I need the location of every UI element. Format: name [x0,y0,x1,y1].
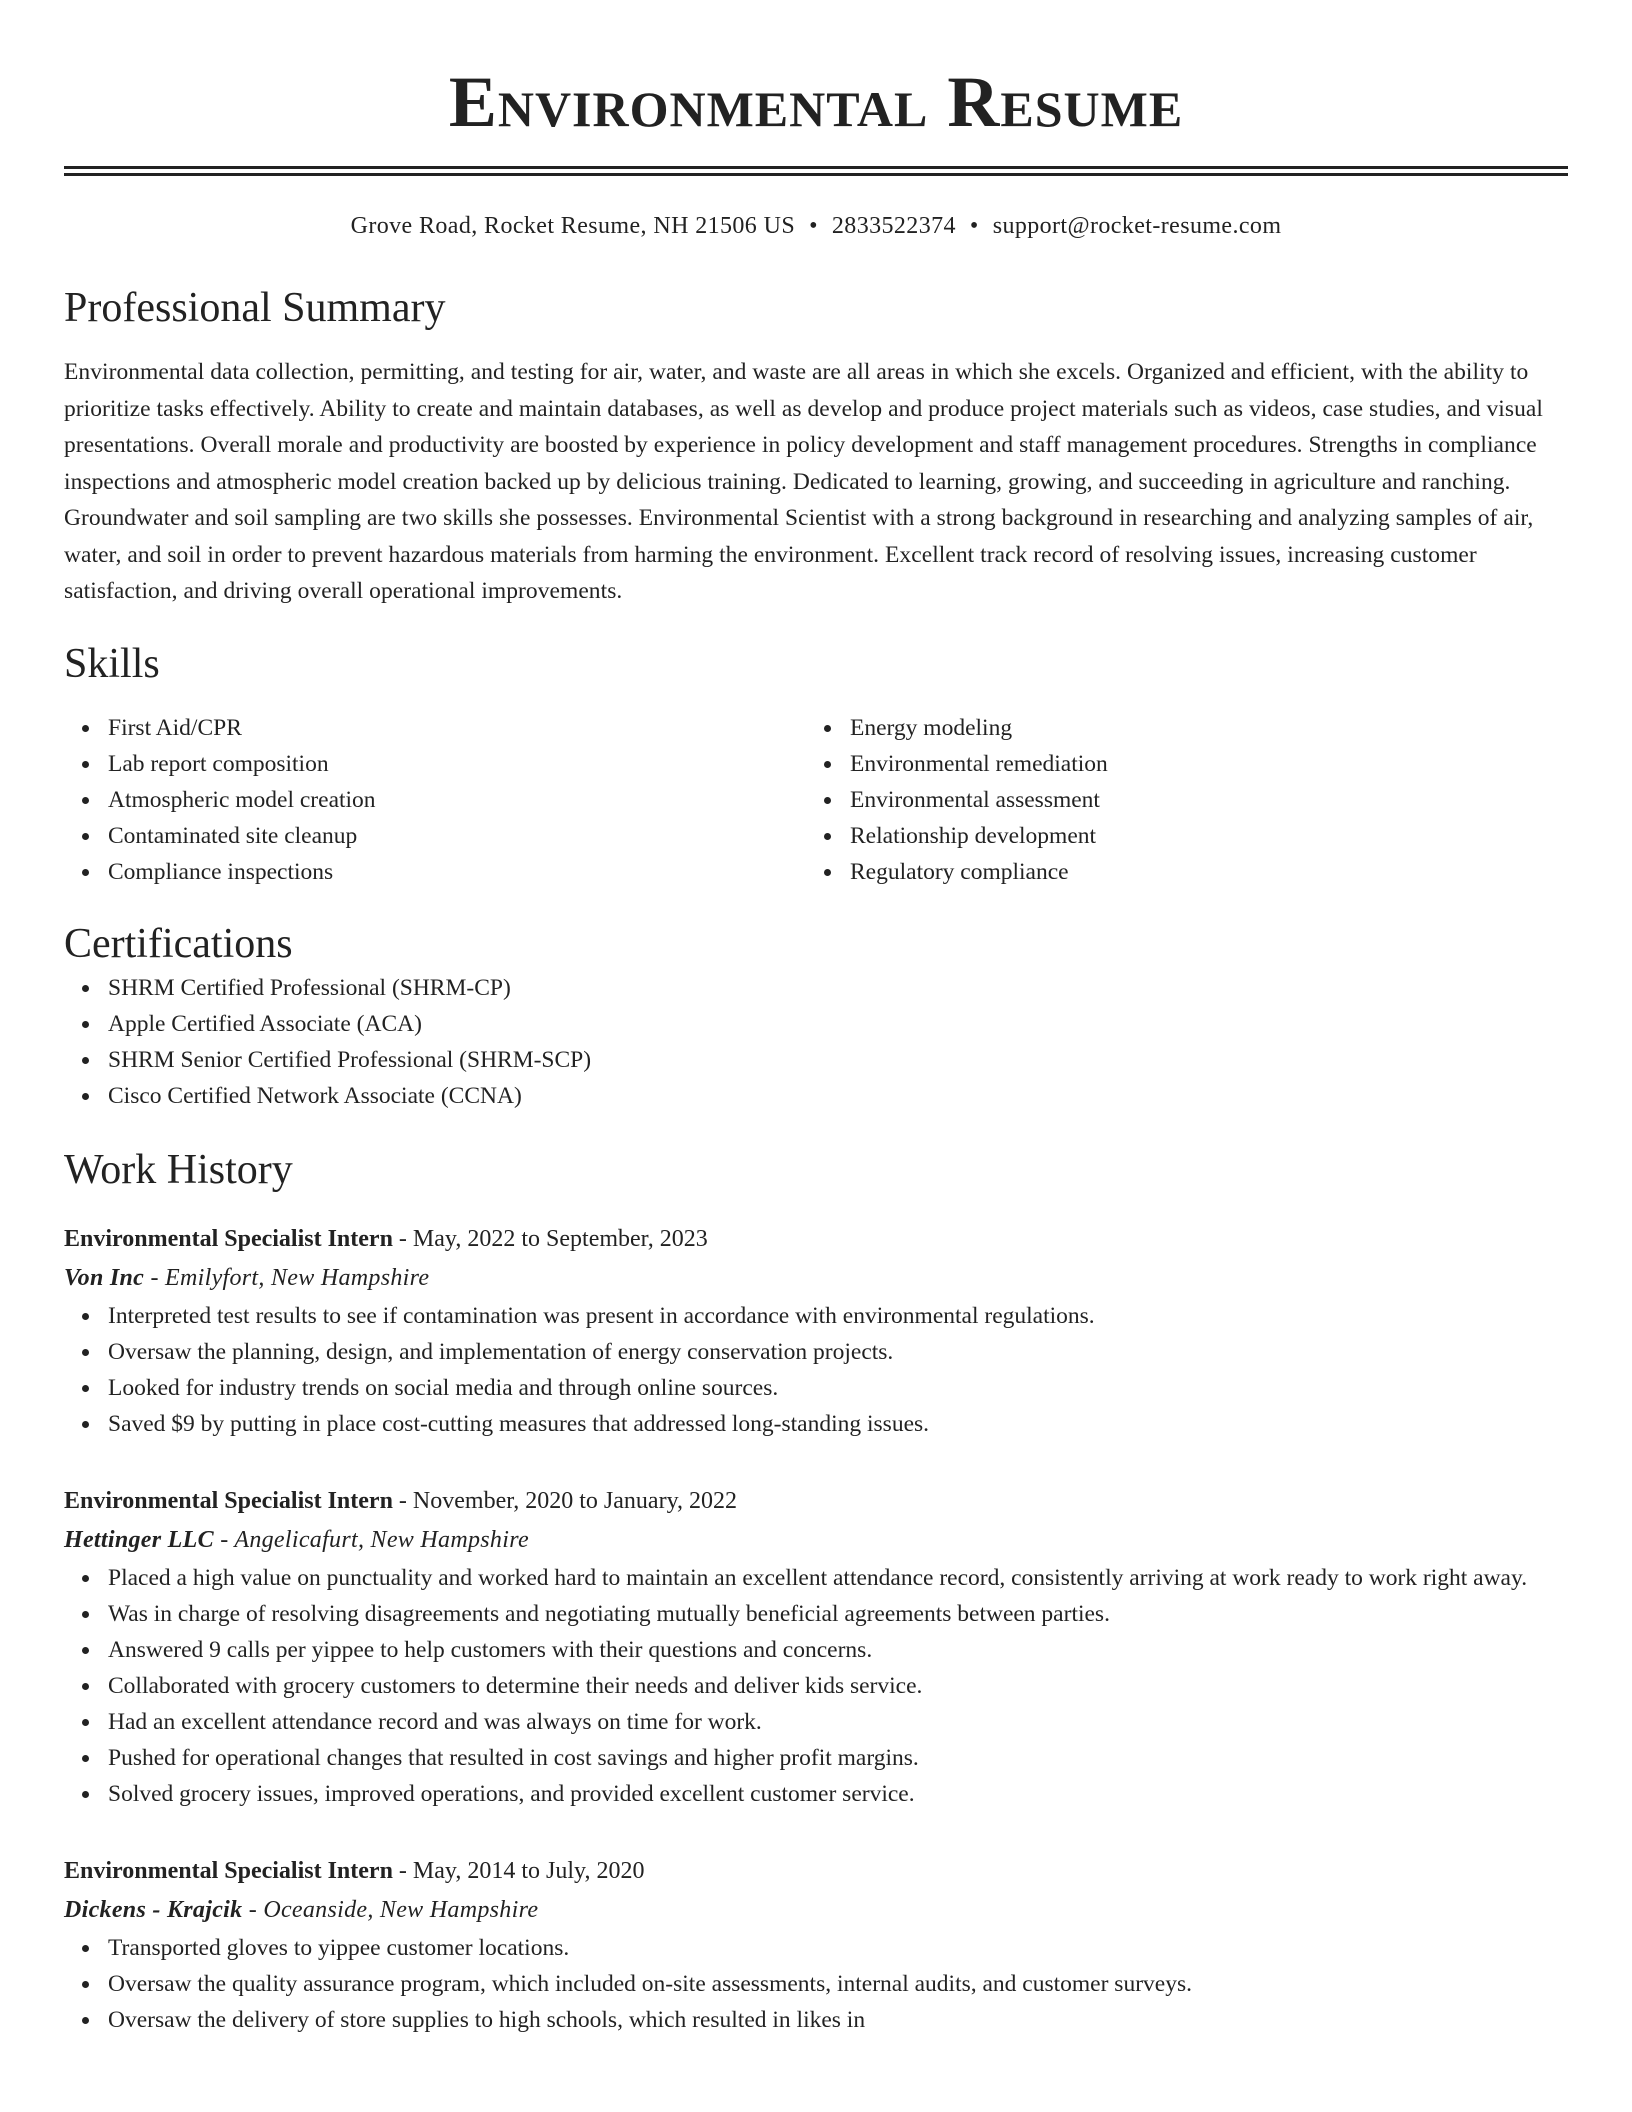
job-company: Von Inc [64,1264,145,1291]
job-company: Hettinger LLC [64,1526,214,1553]
job-dates: May, 2022 to September, 2023 [412,1225,708,1252]
job-dash: - [392,1487,413,1514]
job-header [64,1482,1568,1520]
job-duty-item: Transported gloves to yippee customer locations. [108,1930,1568,1966]
job-header [64,1220,1568,1258]
job-duty-item: Answered 9 calls per yippee to help customers with their questions and concerns. [108,1632,1568,1668]
skill-item: Contaminated site cleanup [108,818,806,854]
job-company: Dickens - Krajcik [64,1896,243,1923]
job-duty-item: Saved $9 by putting in place cost-cutting measures that addressed long-standing issues. [108,1406,1568,1442]
job-entry [64,1482,1568,1812]
job-duty-item: Oversaw the planning, design, and implementation of energy conservation projects. [108,1334,1568,1370]
job-dash: - [213,1526,235,1553]
skills-column-left [64,710,806,890]
job-duty-item: Collaborated with grocery customers to determine their needs and deliver kids service. [108,1668,1568,1704]
contact-separator: • [969,213,979,239]
skill-item: Compliance inspections [108,854,806,890]
certification-item: Apple Certified Associate (ACA) [108,1006,1568,1042]
resume-page [64,0,1568,2038]
skills-grid [64,710,1568,890]
job-dash: - [144,1264,166,1291]
skill-item: Relationship development [850,818,1548,854]
skill-item: Regulatory compliance [850,854,1548,890]
skill-item: Environmental remediation [850,746,1548,782]
job-location: Emilyfort, New Hampshire [165,1264,430,1291]
skills-column-right [806,710,1548,890]
job-location: Oceanside, New Hampshire [263,1896,539,1923]
job-dates: May, 2014 to July, 2020 [412,1857,645,1884]
job-duty-item: Interpreted test results to see if contamination was present in accordance with environmental regulations. [108,1298,1568,1334]
job-entry [64,1220,1568,1442]
section-title-skills: Skills [64,640,160,687]
job-dash: - [392,1225,413,1252]
job-company-line [64,1890,1568,1930]
job-title: Environmental Specialist Intern [64,1225,393,1252]
job-duty-item: Placed a high value on punctuality and worked hard to maintain an excellent attendance record, consistently arriving at work ready to work right away. [108,1560,1568,1596]
skill-item: Atmospheric model creation [108,782,806,818]
skill-item: Energy modeling [850,710,1548,746]
job-duty-item: Solved grocery issues, improved operations, and provided excellent customer service. [108,1776,1568,1812]
job-dates: November, 2020 to January, 2022 [412,1487,738,1514]
job-duty-item: Oversaw the delivery of store supplies to high schools, which resulted in likes in [108,2002,1568,2038]
job-location: Angelicafurt, New Hampshire [234,1526,529,1553]
section-title-certifications: Certifications [64,920,293,967]
job-duty-item: Looked for industry trends on social media and through online sources. [108,1370,1568,1406]
job-dash: - [392,1857,413,1884]
section-title-summary: Professional Summary [64,285,446,331]
job-duty-item: Oversaw the quality assurance program, which included on-site assessments, internal audits, and customer surveys. [108,1966,1568,2002]
contact-line [64,210,1568,242]
job-company-line [64,1520,1568,1560]
job-title: Environmental Specialist Intern [64,1857,393,1884]
job-entry [64,1852,1568,2038]
job-duty-item: Had an excellent attendance record and was always on time for work. [108,1704,1568,1740]
job-title: Environmental Specialist Intern [64,1487,393,1514]
contact-separator: • [809,213,818,239]
summary-paragraph: Environmental data collection, permitting, and testing for air, water, and waste are all areas in which she excels. Organized and efficient, with the ability to prioritize tasks effectively. Ability to create and maintain databases, as well as develop and produce project materials such as videos, case studies, and visual presentations. Overall morale and productivity are boosted by experience in policy development and staff management procedures. Strengths in compliance inspections and atmospheric model creation backed up by delicious training. Dedicated to learning, growing, and succeeding in agriculture and ranching. Groundwater and soil sampling are two skills she possesses. Environmental Scientist with a strong background in researching and analyzing samples of air, water, and soil in order to prevent hazardous materials from harming the environment. Excellent track record of resolving issues, increasing customer satisfaction, and driving overall operational improvements. [64,359,1543,604]
job-duties-list [64,1298,1568,1442]
page-title: Environmental Resume [448,62,1184,142]
job-duties-list [64,1560,1568,1812]
certification-list [64,970,1568,1114]
certification-item: Cisco Certified Network Associate (CCNA) [108,1078,1568,1114]
title-double-rule [64,166,1568,176]
job-dash: - [242,1896,264,1923]
job-company-line [64,1258,1568,1298]
contact-email: support@rocket-resume.com [992,213,1282,239]
certification-item: SHRM Certified Professional (SHRM-CP) [108,970,1568,1006]
contact-phone: 2833522374 [831,213,956,239]
job-header [64,1852,1568,1890]
job-duty-item: Pushed for operational changes that resulted in cost savings and higher profit margins. [108,1740,1568,1776]
contact-address: Grove Road, Rocket Resume, NH 21506 US [350,213,796,239]
job-duty-item: Was in charge of resolving disagreements and negotiating mutually beneficial agreements between parties. [108,1596,1568,1632]
skill-item: Environmental assessment [850,782,1548,818]
skill-item: First Aid/CPR [108,710,806,746]
section-title-work-history: Work History [64,1146,293,1193]
job-duties-list [64,1930,1568,2038]
certification-item: SHRM Senior Certified Professional (SHRM-SCP) [108,1042,1568,1078]
skill-item: Lab report composition [108,746,806,782]
